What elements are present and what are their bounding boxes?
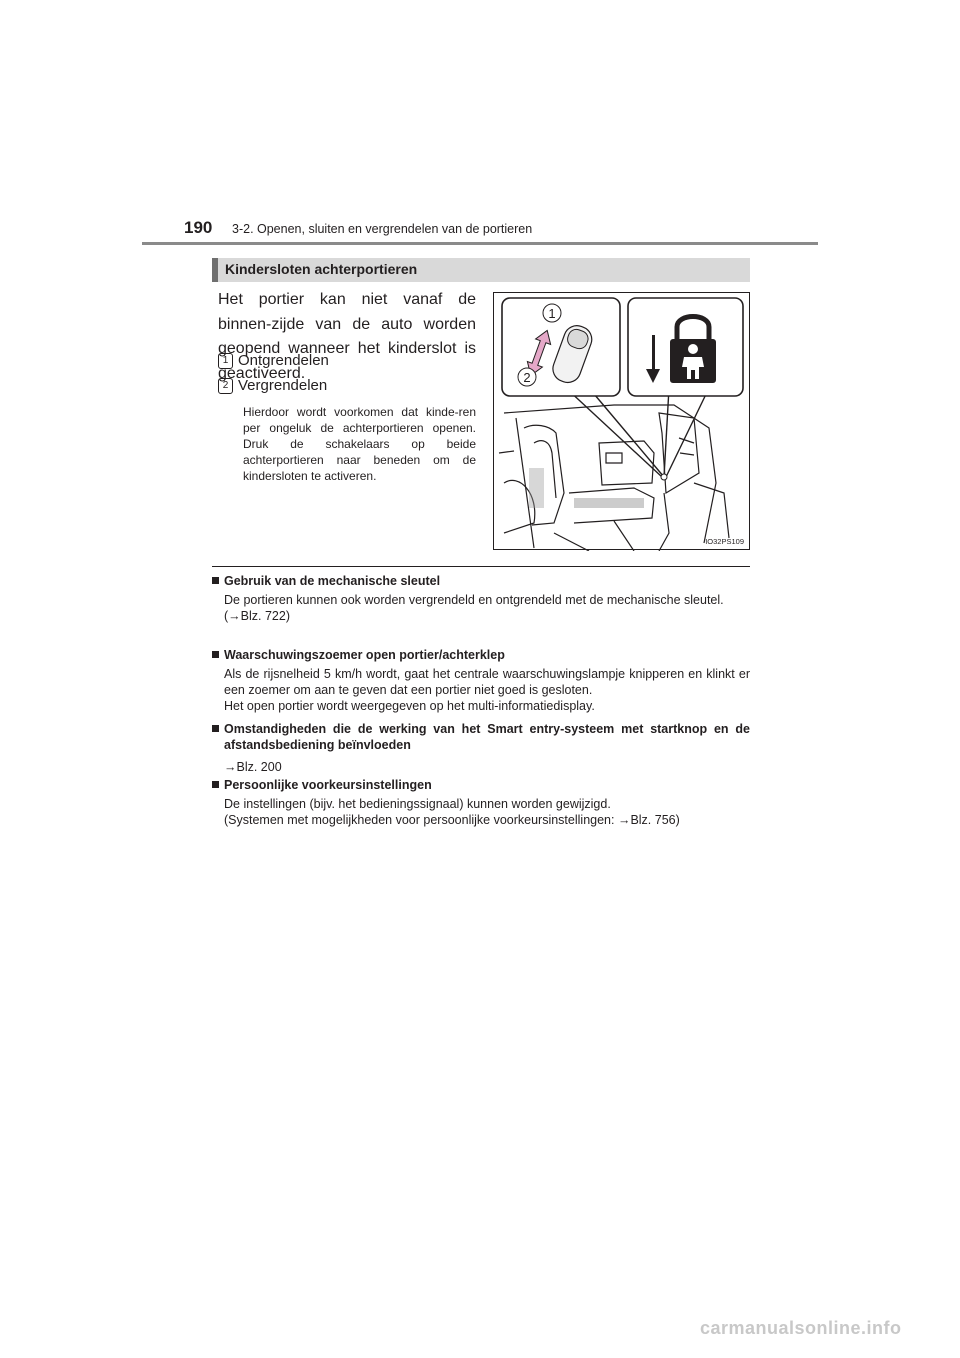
step-label-unlock: Ontgrendelen bbox=[238, 352, 329, 369]
callout-2: 2 bbox=[523, 370, 531, 385]
info-item-door-warning-buzzer bbox=[212, 647, 750, 714]
info-item-text: →Blz. 200 bbox=[224, 760, 282, 774]
step-unlock bbox=[218, 352, 329, 369]
info-item-title: Waarschuwingszoemer open portier/achterklep bbox=[212, 647, 750, 663]
bullet-square-icon bbox=[212, 781, 219, 788]
section-header bbox=[212, 258, 750, 282]
child-lock-illustration bbox=[493, 292, 750, 550]
info-item-title: Omstandigheden die de werking van het Smart entry-systeem met startknop en de afstandsbediening beïnvloeden bbox=[212, 721, 750, 753]
figure-code: IO32PS109 bbox=[705, 537, 744, 546]
info-item-personal-settings bbox=[212, 777, 750, 828]
info-item-text: Als de rijsnelheid 5 km/h wordt, gaat het centrale waarschuwingslampje knipperen en klinkt er een zoemer om aan te geven dat een portier niet goed is gesloten. Het open portier wordt weergegeven op het multi-informatiedisplay. bbox=[224, 667, 750, 713]
bullet-square-icon bbox=[212, 577, 219, 584]
info-item-mechanical-key bbox=[212, 573, 750, 624]
breadcrumb: 3-2. Openen, sluiten en vergrendelen van de portieren bbox=[232, 222, 533, 236]
info-item-smart-entry-conditions bbox=[212, 721, 750, 775]
step-label-lock: Vergrendelen bbox=[238, 377, 328, 394]
step-lock bbox=[218, 377, 327, 394]
bullet-square-icon bbox=[212, 651, 219, 658]
intro-text: Het portier kan niet vanaf de binnen-zijde van de auto worden geopend wanneer het kinderslot is geactiveerd. bbox=[218, 291, 476, 382]
callout-1: 1 bbox=[548, 306, 556, 321]
section-accent bbox=[212, 258, 218, 282]
watermark: carmanualsonline.info bbox=[700, 1318, 902, 1338]
bullet-square-icon bbox=[212, 725, 219, 732]
header-rule bbox=[142, 242, 818, 245]
page-number: 190 bbox=[184, 218, 213, 237]
note-text: Hierdoor wordt voorkomen dat kinde-ren per ongeluk de achterportieren openen. Druk de schakelaars op beide achterportieren naar beneden om de kindersloten te activeren. bbox=[243, 405, 476, 483]
info-item-title: Gebruik van de mechanische sleutel bbox=[212, 573, 750, 589]
section-title: Kindersloten achterportieren bbox=[225, 261, 418, 277]
step-number-2: 2 bbox=[218, 378, 233, 394]
section-divider bbox=[212, 566, 750, 567]
info-item-text: De portieren kunnen ook worden vergrendeld en ontgrendeld met de mechanische sleutel. (→Blz. 722) bbox=[224, 593, 724, 623]
info-item-title: Persoonlijke voorkeursinstellingen bbox=[212, 777, 750, 793]
step-number-1: 1 bbox=[218, 353, 233, 369]
illustration-drawing bbox=[494, 293, 751, 551]
info-item-text: De instellingen (bijv. het bedieningssignaal) kunnen worden gewijzigd. (Systemen met mogelijkheden voor persoonlijke voorkeursinstellingen: →Blz. 756) bbox=[224, 797, 680, 827]
